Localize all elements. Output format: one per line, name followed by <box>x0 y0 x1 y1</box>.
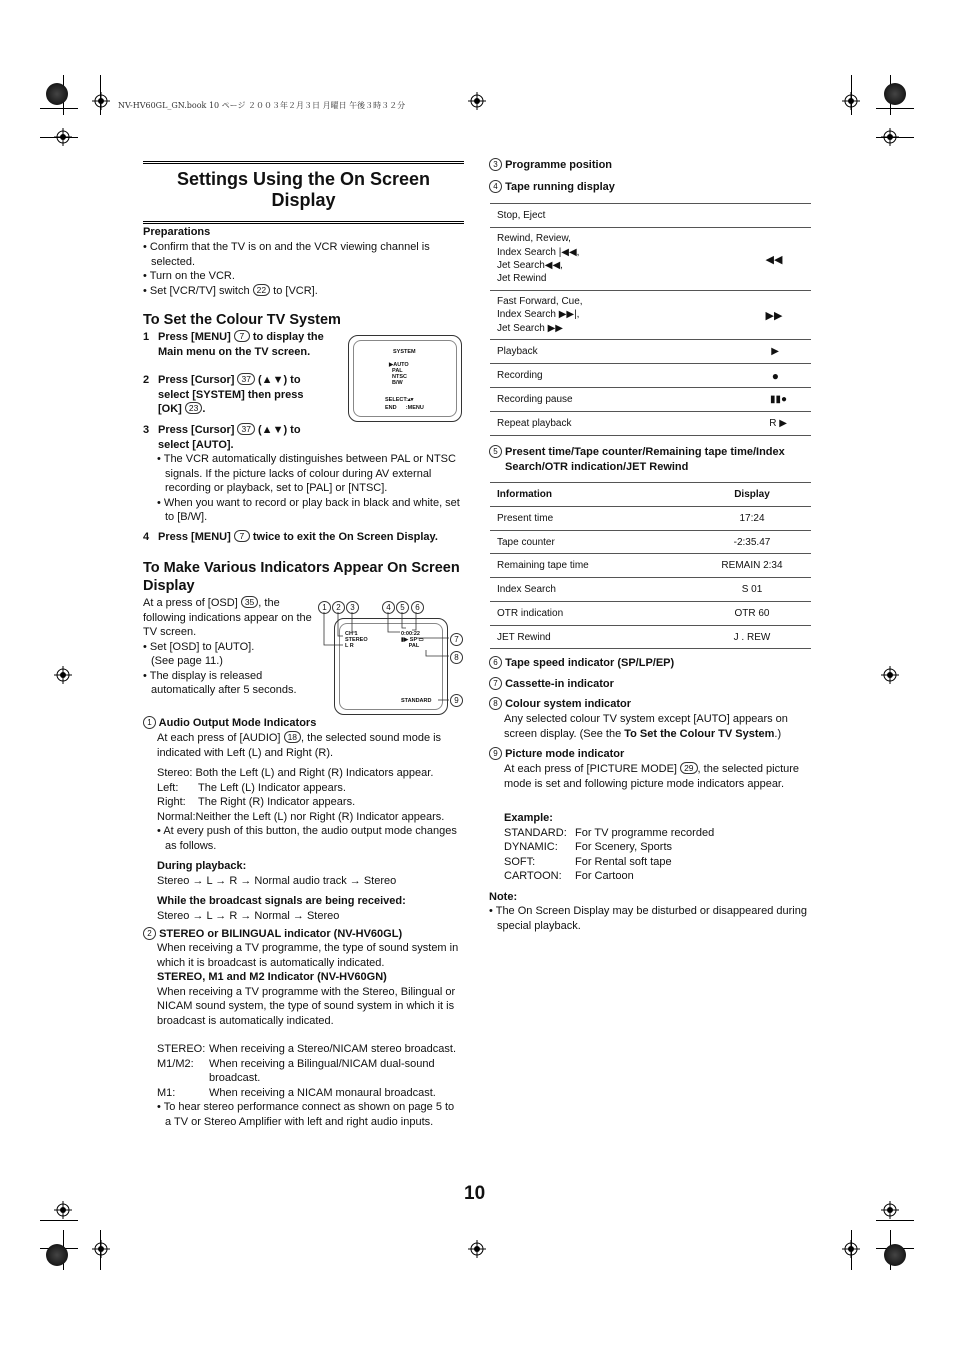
step-text: twice to exit the On Screen Display. <box>252 531 438 543</box>
page-ref-badge: 18 <box>284 731 301 743</box>
body-text: .) <box>774 727 782 740</box>
table-row <box>490 388 811 412</box>
page-ref-badge: 23 <box>185 402 202 414</box>
marker-5: 5 <box>396 601 409 614</box>
screen-footer-end: END :MENU <box>385 405 424 411</box>
step-text: Press [MENU] <box>158 331 231 343</box>
marker-6: 6 <box>489 656 502 669</box>
bullet-text: (See page 11.) <box>151 655 223 667</box>
table-cell: Index Search <box>490 578 693 602</box>
screen-title: SYSTEM <box>393 349 416 355</box>
table-cell: 17:24 <box>693 507 811 531</box>
table-cell: OTR 60 <box>693 602 811 626</box>
preparations-heading: Preparations <box>143 226 211 238</box>
tape-running-table <box>490 203 811 436</box>
marker-9: 9 <box>489 747 502 760</box>
registration-mark-icon <box>54 128 72 146</box>
table-cell: Rewind, Review, Index Search |◀◀, Jet Search◀◀, Jet Rewind <box>490 228 737 291</box>
prep-item: Confirm that the TV is on and the VCR viewing channel is selected. <box>149 241 430 268</box>
table-cell: Recording <box>490 364 737 388</box>
playback-heading: During playback: <box>157 860 247 872</box>
bullet-text: When you want to record or play back in black and white, set to [B/W]. <box>163 496 460 523</box>
registration-mark-icon <box>54 666 72 684</box>
example-heading: Example: <box>504 812 553 824</box>
stereo-row-text: When receiving a NICAM monaural broadcast. <box>209 1086 436 1099</box>
picture-mode-text <box>504 762 812 791</box>
stereo-row-text: When receiving a Bilingual/NICAM dual-sound broadcast. <box>209 1057 435 1084</box>
table-row <box>490 364 811 388</box>
table-cell: S 01 <box>693 578 811 602</box>
time-heading: Present time/Tape counter/Remaining tape time/Index Search/OTR indication/JET Rewind <box>505 446 785 473</box>
tape-icon <box>737 204 811 228</box>
table-cell: JET Rewind <box>490 626 693 649</box>
example-label: CARTOON: <box>504 870 562 882</box>
step-text: Press [Cursor] <box>158 374 235 386</box>
indicators-intro: At a press of [OSD] 35 , the following indications appear on the TV screen. • Set [OSD] to [AUTO]. (See page 11.) • The display is released automatically after 5 seconds. <box>143 597 312 696</box>
table-row <box>490 554 811 578</box>
body-text: Any selected colour TV system except [AUTO] appears on screen display. (See the <box>504 713 788 740</box>
registration-mark-icon <box>92 92 110 110</box>
table-row <box>490 578 811 602</box>
speed-heading-row <box>489 656 674 671</box>
intro-text: At a press of [OSD] <box>143 597 238 609</box>
example-label: DYNAMIC: <box>504 841 558 853</box>
stereo-text: When receiving a TV programme, the type of sound system in which it is broadcast is automatically indicated. <box>157 942 459 969</box>
step-1 <box>143 330 343 358</box>
marker-5: 5 <box>489 445 502 458</box>
stereo-row-label: M1/M2: <box>157 1057 194 1070</box>
repeat-play-icon: R ▶ <box>737 412 811 436</box>
note-text: • The On Screen Display may be disturbed or disappeared during special playback. <box>489 905 807 932</box>
marker-7: 7 <box>450 633 463 646</box>
stereo-heading: STEREO or BILINGUAL indicator (NV-HV60GL) <box>159 928 403 940</box>
play-icon: ▶ <box>737 340 811 364</box>
table-row <box>490 602 811 626</box>
page-number: 10 <box>464 1183 486 1204</box>
step-4 <box>143 530 473 545</box>
table-cell: Recording pause <box>490 388 737 412</box>
registration-mark-icon <box>842 92 860 110</box>
color-target-icon <box>46 1244 68 1266</box>
step-text: select [SYSTEM] then press <box>158 388 304 401</box>
registration-mark-icon <box>92 1240 110 1258</box>
colour-tv-heading: To Set the Colour TV System <box>143 312 341 328</box>
table-cell: Repeat playback <box>490 412 737 436</box>
example-label: SOFT: <box>504 855 536 868</box>
osd-right-text: 0:00:22 ▮▶ SP ▭ PAL <box>401 631 424 649</box>
stereo-text: When receiving a TV programme with the Stereo, Bilingual or NICAM sound system, the type of sound system in which it is broadcast is automatically indicated. <box>157 985 456 1027</box>
step-text: Press [MENU] <box>158 531 231 543</box>
marker-1: 1 <box>143 716 156 729</box>
table-row <box>490 204 811 228</box>
step-text: (▲▼) to <box>258 374 301 386</box>
marker-6: 6 <box>411 601 424 614</box>
page-ref-badge: 37 <box>237 423 254 435</box>
table-row <box>490 507 811 531</box>
registration-mark-icon <box>881 666 899 684</box>
step-text: [OK] <box>158 403 182 415</box>
page-ref-badge: 7 <box>234 330 250 342</box>
programme-heading-row <box>489 158 612 173</box>
playback-sequence: Stereo → L → R → Normal audio track → Stereo <box>157 874 397 887</box>
colour-system-heading-row <box>489 697 631 712</box>
page-ref-badge: 22 <box>253 284 270 296</box>
body-text-bold: To Set the Colour TV System <box>624 727 775 740</box>
registration-mark-icon <box>881 128 899 146</box>
colour-tv-bullets: • The VCR automatically distinguishes between PAL or NTSC signals. If the picture lacks of colour during AV external recording or playback, set to [PAL] or [NTSC]. • When you want to record or play back in black and white, set to [B/W]. <box>157 453 460 523</box>
example-block <box>504 811 814 884</box>
osd-standard-text: STANDARD <box>401 698 432 704</box>
marker-1: 1 <box>318 601 331 614</box>
osd-left-text: CH 1 STEREO L R <box>345 631 368 649</box>
audio-right-label: Right: <box>157 796 186 808</box>
picture-mode-heading: Picture mode indicator <box>505 748 625 760</box>
registration-mark-icon <box>842 1240 860 1258</box>
stereo-row-label: M1: <box>157 1086 176 1099</box>
table-cell: -2:35.47 <box>693 531 811 554</box>
intro-text: , the following indications appear on the TV screen. <box>143 597 312 638</box>
audio-text: , the selected sound mode is indicated with Left (L) and Right (R). <box>157 732 442 759</box>
prep-item: Set [VCR/TV] switch <box>149 284 250 297</box>
example-label: STANDARD: <box>504 826 567 839</box>
table-cell: Playback <box>490 340 737 364</box>
example-text: For Cartoon <box>575 870 634 882</box>
example-text: For TV programme recorded <box>575 826 715 839</box>
marker-3: 3 <box>489 158 502 171</box>
table-row <box>490 626 811 649</box>
stereo-heading-row <box>143 927 402 942</box>
step-number: 4 <box>143 531 150 543</box>
audio-body: At each press of [AUDIO] 18 , the selected sound mode is indicated with Left (L) and Right (R). Stereo: Both the Left (L) and Right (R) Indicators appear. Left: The Left (L) Indicator appears. Right: The Right (R) Indicator appears. Normal:Neither the Left (L) nor Right (R) Indicator appears. • At every push of this button, the audio output mode changes as follows. During playback: Stereo → L → R → Normal audio track → Stereo While the broadcast signals are being received: Stereo → L → R → Normal → Stereo <box>157 731 467 923</box>
picture-mode-heading-row <box>489 747 624 762</box>
table-cell: Tape counter <box>490 531 693 554</box>
colour-system-text <box>504 712 814 741</box>
registration-mark-icon <box>468 1240 486 1258</box>
tape-heading: Tape running display <box>505 181 615 193</box>
body-text: At each press of [PICTURE MODE] <box>504 763 677 775</box>
color-target-icon <box>884 1244 906 1266</box>
audio-left-label: Left: <box>157 781 179 794</box>
colour-system-heading: Colour system indicator <box>505 698 631 710</box>
time-display-table <box>490 482 811 649</box>
page-ref-badge: 35 <box>241 596 258 608</box>
bullet-text: The display is released automatically after 5 seconds. <box>149 669 297 696</box>
cassette-heading-row <box>489 677 614 692</box>
rewind-icon: ◀◀ <box>737 228 811 291</box>
table-cell: OTR indication <box>490 602 693 626</box>
stereo-heading-2: STEREO, M1 and M2 Indicator (NV-HV60GN) <box>157 971 387 983</box>
indicators-heading: To Make Various Indicators Appear On Screen Display <box>143 560 460 594</box>
registration-mark-icon <box>54 1201 72 1219</box>
step-text: Press [Cursor] <box>158 424 235 436</box>
table-cell: Present time <box>490 507 693 531</box>
preparations-list: • Confirm that the TV is on and the VCR viewing channel is selected. • Turn on the VCR. • Set [VCR/TV] switch 22 to [VCR]. <box>143 241 430 297</box>
table-row <box>490 531 811 554</box>
note-heading: Note: <box>489 891 518 903</box>
registration-mark-icon <box>468 92 486 110</box>
step-number: 2 <box>143 374 150 386</box>
table-row <box>490 291 811 340</box>
table-row <box>490 412 811 436</box>
prep-item: to [VCR]. <box>273 284 318 297</box>
audio-heading: Audio Output Mode Indicators <box>158 717 317 729</box>
marker-7: 7 <box>489 677 502 690</box>
programme-heading: Programme position <box>505 159 613 171</box>
system-menu-screen <box>348 335 462 422</box>
color-target-icon <box>884 83 906 105</box>
example-text: For Rental soft tape <box>575 855 672 868</box>
cassette-heading: Cassette-in indicator <box>505 678 614 690</box>
marker-2: 2 <box>332 601 345 614</box>
record-icon: ● <box>737 364 811 388</box>
color-target-icon <box>46 83 68 105</box>
stereo-row-text: When receiving a Stereo/NICAM stereo broadcast. <box>209 1043 457 1055</box>
audio-right-text: The Right (R) Indicator appears. <box>198 796 356 808</box>
step-2: 2 Press [Cursor] 37 (▲▼) to select [SYSTEM] then press [OK] 23 . <box>143 374 304 415</box>
bullet-text: To hear stereo performance connect as shown on page 5 to a TV or Stereo Amplifier with left and right audio inputs. <box>163 1101 455 1128</box>
body-text: , the selected picture mode is set and following picture mode indicators appear. <box>504 763 800 790</box>
prep-item: Turn on the VCR. <box>149 270 235 282</box>
bullet-text: At every push of this button, the audio output mode changes as follows. <box>163 825 457 852</box>
table-header-row <box>490 483 811 507</box>
registration-mark-icon <box>881 1201 899 1219</box>
bullet-text: Set [OSD] to [AUTO]. <box>149 640 255 653</box>
tape-heading-row <box>489 180 615 195</box>
speed-heading: Tape speed indicator (SP/LP/EP) <box>505 657 675 669</box>
marker-9: 9 <box>450 694 463 707</box>
marker-8: 8 <box>489 697 502 710</box>
table-cell: REMAIN 2:34 <box>693 554 811 578</box>
marker-4: 4 <box>489 180 502 193</box>
table-cell: Fast Forward, Cue, Index Search ▶▶|, Jet Search ▶▶ <box>490 291 737 340</box>
broadcast-sequence: Stereo → L → R → Normal → Stereo <box>157 909 340 922</box>
record-pause-icon: ▮▮● <box>737 388 811 412</box>
step-text: select [AUTO]. <box>158 438 234 451</box>
table-row <box>490 340 811 364</box>
page-ref-badge: 37 <box>237 373 254 385</box>
page-title: Settings Using the On Screen Display <box>176 169 431 210</box>
table-cell: Remaining tape time <box>490 554 693 578</box>
example-text: For Scenery, Sports <box>575 841 672 853</box>
marker-8: 8 <box>450 651 463 664</box>
screen-footer-select: SELECT: <box>385 397 408 403</box>
stereo-body: When receiving a TV programme, the type of sound system in which it is broadcast is automatically indicated. STEREO, M1 and M2 Indicator (NV-HV60GN) When receiving a TV programme with the Stereo, Bilingual or NICAM sound system, the type of sound system in which it is broadcast is automatically indicated. STEREO: When receiving a Stereo/NICAM stereo broadcast. M1/M2: When receiving a Bilingual/NICAM dual-sound broadcast. M1: When receiving a NICAM monaural broadcast. • To hear stereo performance connect as shown on page 5 to a TV or Stereo Amplifier with left and right audio inputs. <box>157 941 462 1129</box>
step-text: (▲▼) to <box>258 424 301 436</box>
marker-3: 3 <box>346 601 359 614</box>
column-header: Display <box>693 483 811 507</box>
table-cell: J . REW <box>693 626 811 649</box>
audio-stereo: Stereo: Both the Left (L) and Right (R) Indicators appear. <box>157 767 434 779</box>
fast-forward-icon: ▶▶ <box>737 291 811 340</box>
audio-text: At each press of [AUDIO] <box>157 732 281 744</box>
screen-options: ▶AUTO PAL NTSC B/W <box>389 362 409 386</box>
marker-2: 2 <box>143 927 156 940</box>
table-row <box>490 228 811 291</box>
bullet-text: The VCR automatically distinguishes between PAL or NTSC signals. If the picture lacks of colour during AV external recording or playback, set to [PAL] or [NTSC]. <box>163 453 456 494</box>
page-ref-badge: 29 <box>680 762 697 774</box>
broadcast-heading: While the broadcast signals are being received: <box>157 895 406 907</box>
time-heading-row <box>489 445 814 474</box>
step-text: to display the <box>252 331 324 343</box>
note-body: The On Screen Display may be disturbed or disappeared during special playback. <box>495 905 807 932</box>
screen-footer: SELECT:▴▾ <box>385 397 414 403</box>
audio-normal: Normal:Neither the Left (L) nor Right (R) Indicator appears. <box>157 810 445 823</box>
audio-left-text: The Left (L) Indicator appears. <box>198 781 346 794</box>
column-header: Information <box>490 483 693 507</box>
table-cell: Stop, Eject <box>490 204 737 228</box>
step-text: Main menu on the TV screen. <box>158 345 311 358</box>
step-number: 1 <box>143 331 150 343</box>
step-number: 3 <box>143 424 150 436</box>
stereo-row-label: STEREO: <box>157 1043 206 1055</box>
osd-leader-lines <box>316 600 466 712</box>
marker-4: 4 <box>382 601 395 614</box>
audio-heading-row <box>143 716 316 731</box>
page-ref-badge: 7 <box>234 530 250 542</box>
step-3 <box>143 423 343 451</box>
file-info: NV-HV60GL_GN.book 10 ページ ２００３年２月３日 月曜日 午後３時３２分 <box>118 101 406 110</box>
